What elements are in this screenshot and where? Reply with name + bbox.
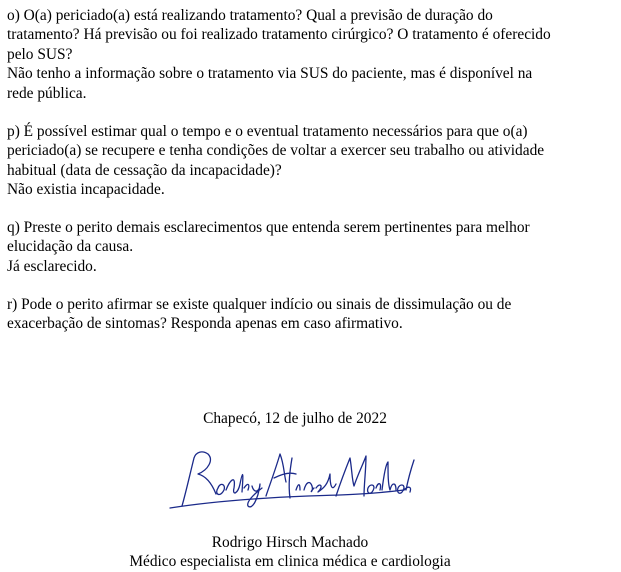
signer-title: Médico especialista em clinica médica e cardiologia xyxy=(129,553,451,570)
answer-o-line-1: Não tenho a informação sobre o tratamento via SUS do paciente, mas é disponível na xyxy=(7,65,533,83)
question-q xyxy=(7,218,617,276)
place-date: Chapecó, 12 de julho de 2022 xyxy=(203,410,387,427)
signer-name: Rodrigo Hirsch Machado xyxy=(211,534,369,551)
question-p xyxy=(7,122,617,200)
question-r xyxy=(7,295,617,334)
question-q-line-1: q) Preste o perito demais esclarecimentos que entenda serem pertinentes para melhor xyxy=(7,219,530,236)
question-o-line-3: pelo SUS? xyxy=(7,45,73,63)
question-r-line-1: r) Pode o perito afirmar se existe qualquer indício ou sinais de dissimulação ou de xyxy=(7,296,512,313)
question-p-line-1: p) É possível estimar qual o tempo e o eventual tratamento necessários para que o(a) xyxy=(7,123,528,140)
question-r-line-2: exacerbação de sintomas? Responda apenas em caso afirmativo. xyxy=(7,315,403,333)
question-q-line-2: elucidação da causa. xyxy=(7,238,134,256)
question-o-line-1: o) O(a) periciado(a) está realizando tratamento? Qual a previsão de duração do xyxy=(7,7,493,24)
handwritten-signature xyxy=(168,444,418,516)
signature-drawing xyxy=(168,444,418,516)
answer-p-line-1: Não existia incapacidade. xyxy=(7,181,165,199)
question-p-line-2: periciado(a) se recupere e tenha condições de voltar a exercer seu trabalho ou atividade xyxy=(7,142,545,160)
question-p-line-3: habitual (data de cessação da incapacidade)? xyxy=(7,161,282,179)
question-o-line-2: tratamento? Há previsão ou foi realizado tratamento cirúrgico? O tratamento é oferecido xyxy=(7,26,551,44)
answer-o-line-2: rede pública. xyxy=(7,84,87,102)
question-o xyxy=(7,6,617,103)
answer-q-line-1: Já esclarecido. xyxy=(7,257,97,275)
